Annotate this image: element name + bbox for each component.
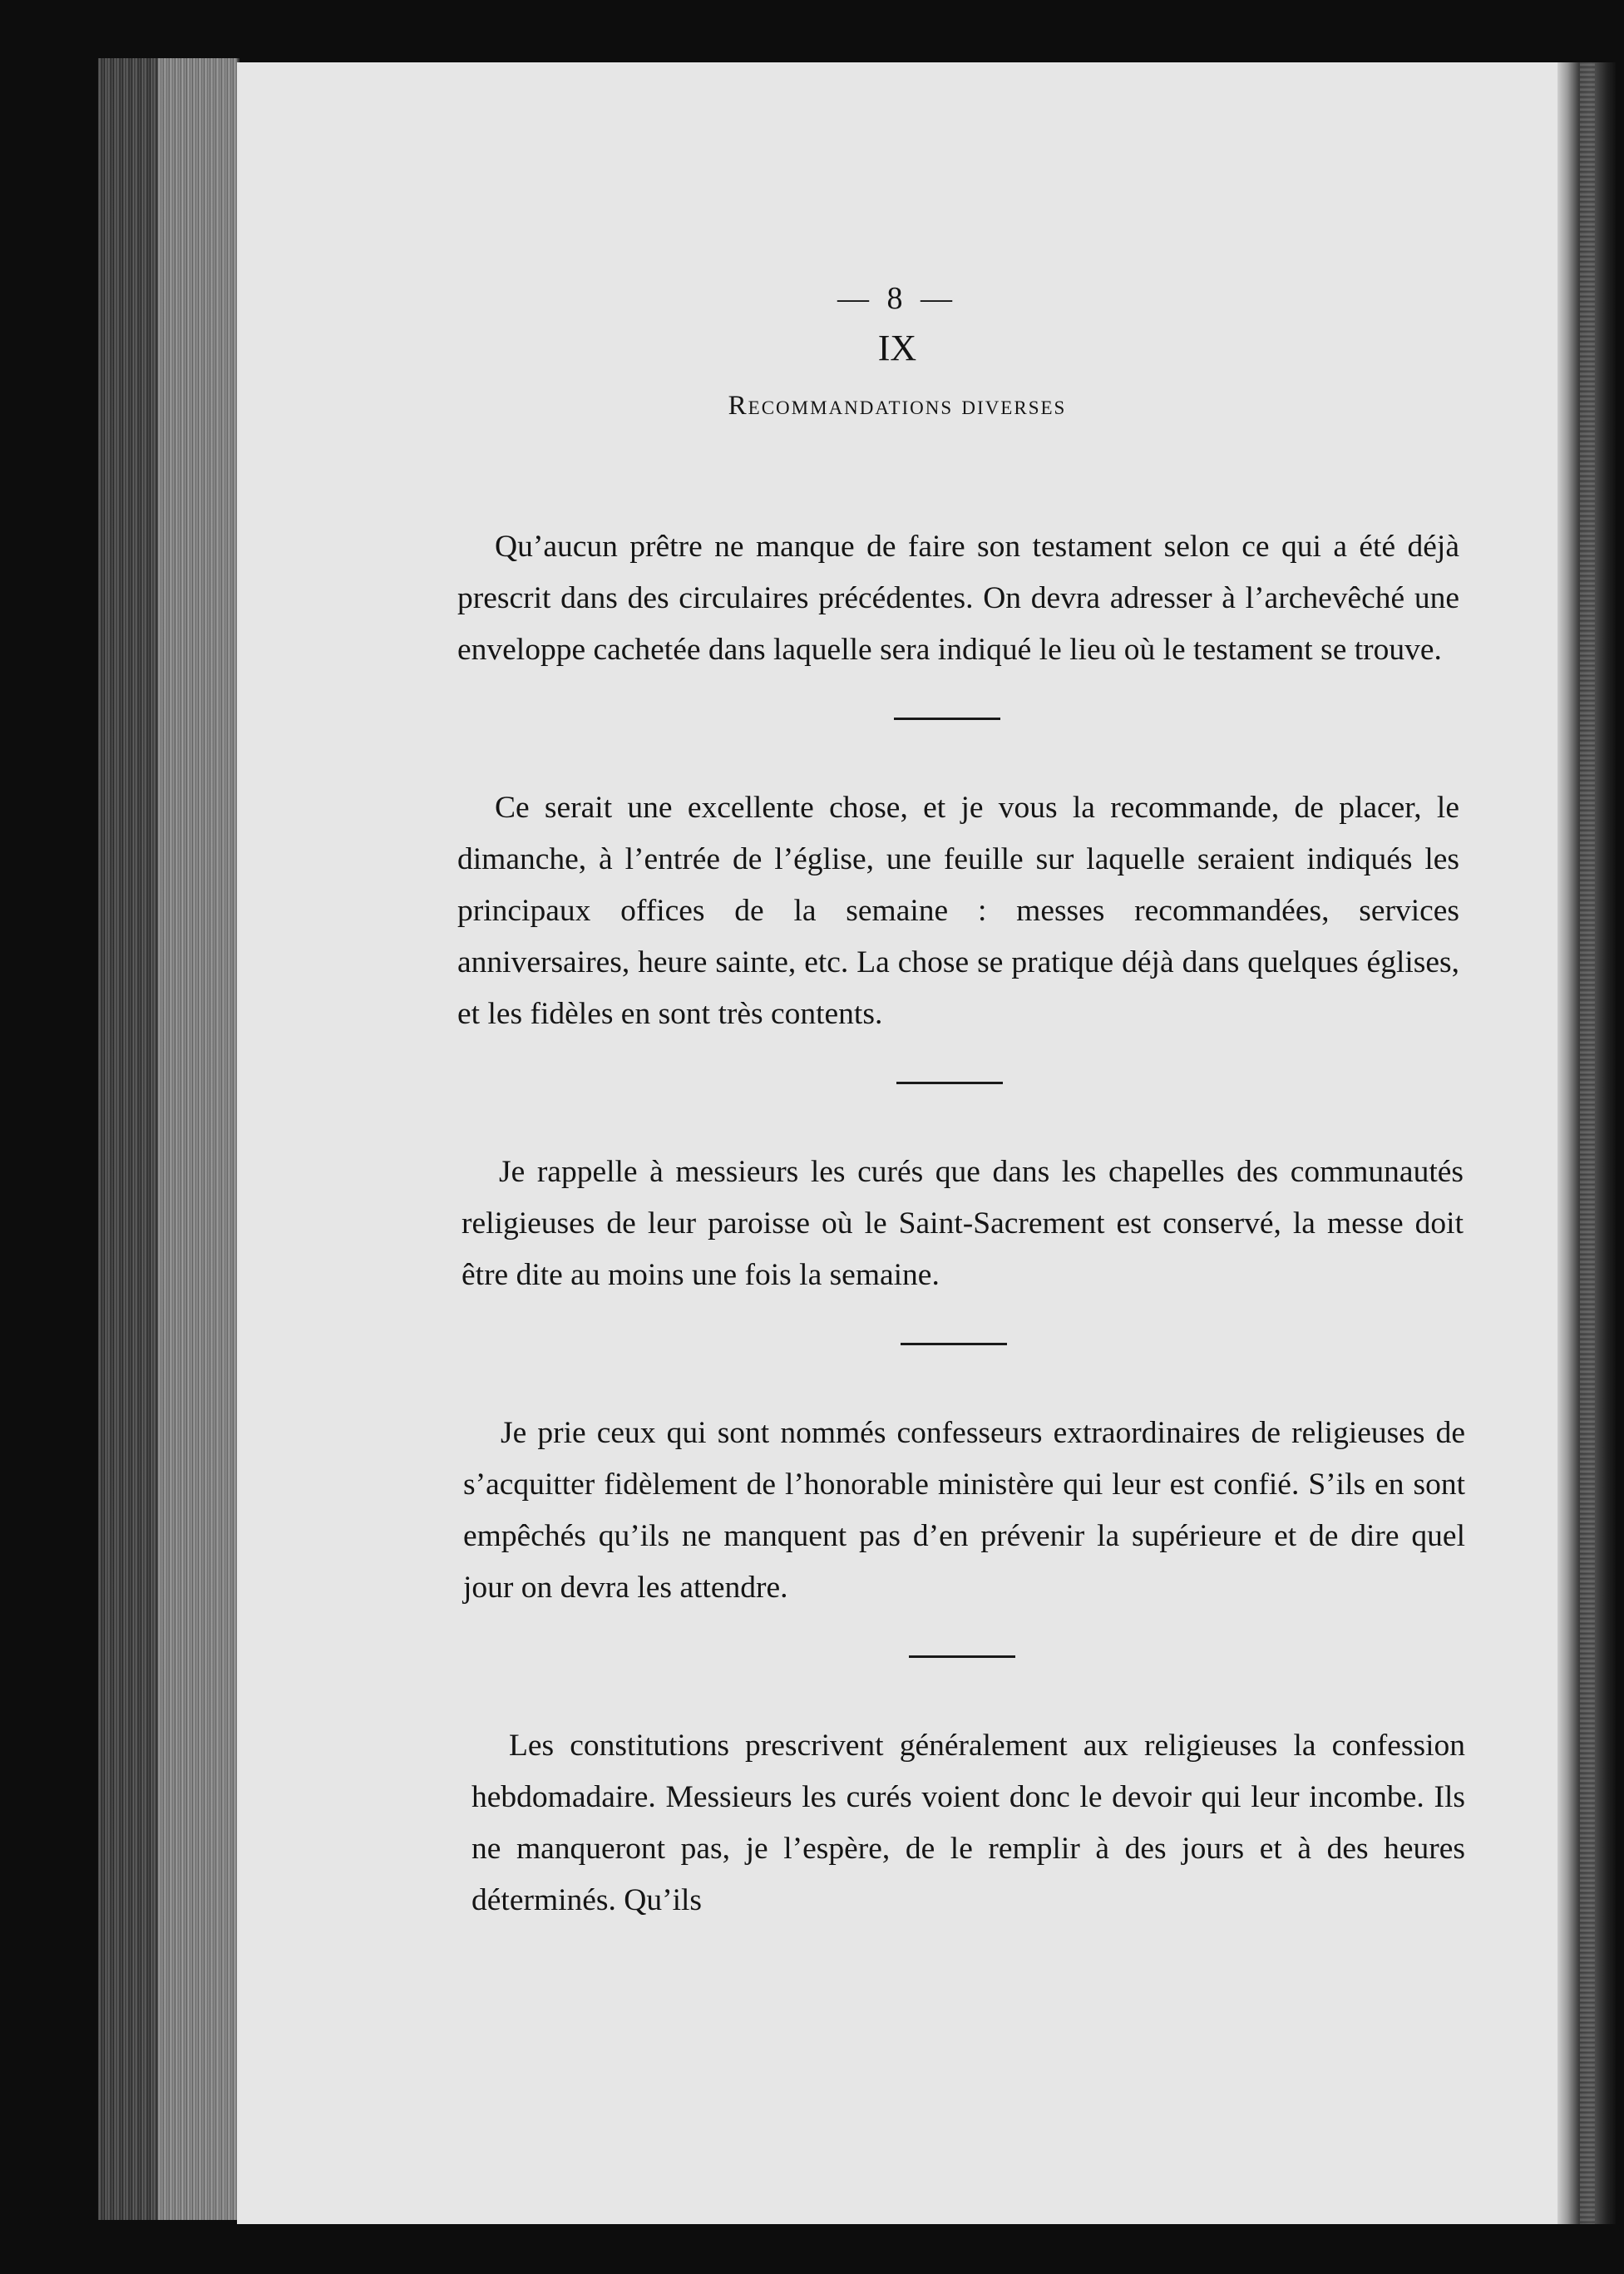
paragraph-testament: Qu’aucun prêtre ne manque de faire son testament selon ce qui a été déjà prescrit dans des circulaires précédentes. On devra adresser à l’archevêché une enveloppe cachetée dans laquelle sera indiqué le lieu où le testament se trouve. (457, 530, 1459, 667)
paragraph-messe-chapelles: Je rappelle à messieurs les curés que dans les chapelles des communautés religieuses de leur paroisse où le Saint-Sacrement est conservé, la messe doit être dite au moins une fois la semaine. (462, 1155, 1464, 1292)
paragraph-confession-hebdomadaire: Les constitutions prescrivent généralement aux religieuses la confession hebdomadaire. Messieurs les curés voient donc le devoir qui leur incombe. Ils ne manqueront pas, je l’espère, de le remplir à des jours et à des heures déterminés. Qu’ils (471, 1729, 1465, 1917)
separator-rule (894, 718, 1000, 720)
page-content (237, 62, 1557, 2224)
page-number: — 8 — (837, 281, 957, 316)
separator-rule (901, 1343, 1007, 1345)
page-stack-edge-left (158, 58, 237, 2220)
page-stack-edge-right (1580, 62, 1595, 2224)
section-numeral: IX (877, 328, 917, 368)
section-title: Recommandations diverses (728, 391, 1067, 421)
separator-rule (896, 1082, 1003, 1084)
paragraph-confesseurs: Je prie ceux qui sont nommés confesseurs extraordinaires de religieuses de s’acquitter fidèlement de l’honorable ministère qui leur est confié. S’ils en sont empêchés qu’ils ne manquent pas d’en prévenir la supérieure et de dire quel jour on devra les attendre. (463, 1416, 1465, 1605)
scanned-page (237, 62, 1557, 2224)
separator-rule (909, 1655, 1015, 1658)
paragraph-feuille-offices: Ce serait une excellente chose, et je vous la recommande, de placer, le dimanche, à l’entrée de l’église, une feuille sur laquelle seraient indiqués les principaux offices de la semaine : messes recommandées, services anniversaires, heure sainte, etc. La chose se pratique déjà dans quelques églises, et les fidèles en sont très contents. (457, 791, 1459, 1031)
